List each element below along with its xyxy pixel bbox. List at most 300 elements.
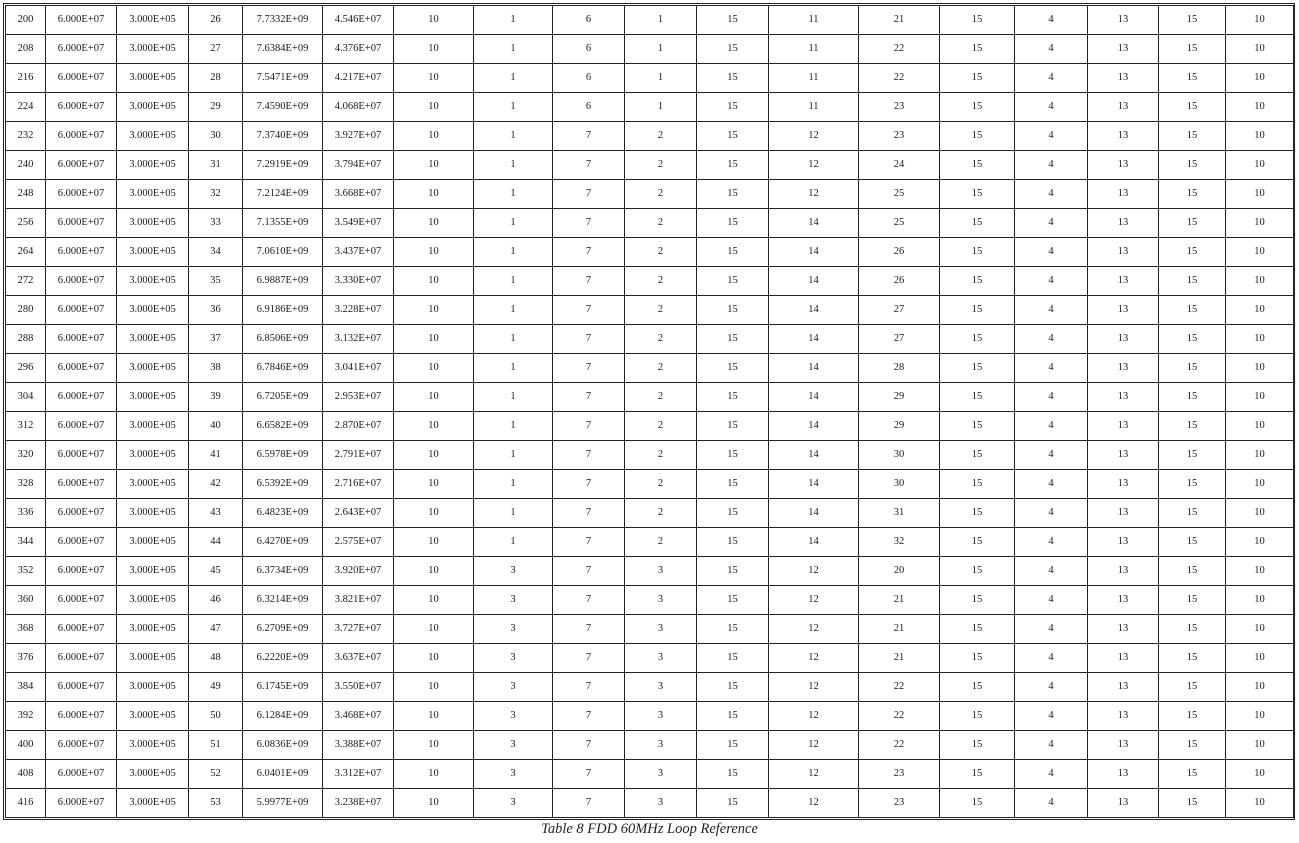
table-cell: 2.870E+07 <box>323 412 394 441</box>
table-cell: 3.330E+07 <box>323 267 394 296</box>
table-cell: 21 <box>859 615 940 644</box>
table-cell: 7 <box>553 615 625 644</box>
table-cell: 15 <box>1159 325 1226 354</box>
table-cell: 10 <box>394 586 474 615</box>
table-cell: 3 <box>625 760 697 789</box>
table-cell: 7 <box>553 731 625 760</box>
table-cell: 13 <box>1088 325 1159 354</box>
table-cell: 15 <box>697 615 769 644</box>
table-cell: 4 <box>1015 6 1088 35</box>
table-cell: 24 <box>859 151 940 180</box>
table-cell: 6.000E+07 <box>46 644 117 673</box>
table-cell: 4 <box>1015 470 1088 499</box>
table-cell: 15 <box>1159 209 1226 238</box>
table-cell: 7.6384E+09 <box>243 35 323 64</box>
table-cell: 10 <box>1226 180 1294 209</box>
table-cell: 296 <box>6 354 46 383</box>
table-cell: 7 <box>553 644 625 673</box>
table-cell: 15 <box>940 789 1015 818</box>
table-cell: 26 <box>189 6 243 35</box>
table-cell: 216 <box>6 64 46 93</box>
table-cell: 4 <box>1015 557 1088 586</box>
table-cell: 7.2919E+09 <box>243 151 323 180</box>
table-cell: 3 <box>474 702 553 731</box>
table-cell: 6.000E+07 <box>46 470 117 499</box>
table-cell: 14 <box>769 441 859 470</box>
table-cell: 11 <box>769 64 859 93</box>
table-cell: 6.000E+07 <box>46 499 117 528</box>
table-cell: 3.000E+05 <box>117 644 189 673</box>
table-cell: 52 <box>189 760 243 789</box>
table-cell: 15 <box>697 702 769 731</box>
table-cell: 3.821E+07 <box>323 586 394 615</box>
table-cell: 14 <box>769 499 859 528</box>
table-row <box>6 557 1294 586</box>
table-cell: 3.041E+07 <box>323 354 394 383</box>
table-cell: 22 <box>859 731 940 760</box>
table-cell: 6 <box>553 64 625 93</box>
table-cell: 13 <box>1088 731 1159 760</box>
table-cell: 3.000E+05 <box>117 673 189 702</box>
table-cell: 3.000E+05 <box>117 528 189 557</box>
table-cell: 10 <box>394 325 474 354</box>
table-cell: 30 <box>859 441 940 470</box>
table-cell: 13 <box>1088 760 1159 789</box>
table-cell: 2 <box>625 267 697 296</box>
table-cell: 408 <box>6 760 46 789</box>
table-cell: 44 <box>189 528 243 557</box>
table-cell: 15 <box>697 93 769 122</box>
table-cell: 12 <box>769 122 859 151</box>
table-cell: 15 <box>697 412 769 441</box>
table-cell: 15 <box>940 93 1015 122</box>
table-cell: 1 <box>474 325 553 354</box>
table-cell: 15 <box>940 122 1015 151</box>
table-frame <box>3 3 1295 820</box>
table-cell: 1 <box>474 93 553 122</box>
table-cell: 10 <box>394 760 474 789</box>
table-row <box>6 470 1294 499</box>
table-cell: 13 <box>1088 383 1159 412</box>
table-row <box>6 615 1294 644</box>
table-cell: 15 <box>697 64 769 93</box>
table-row <box>6 673 1294 702</box>
table-cell: 10 <box>394 180 474 209</box>
table-cell: 384 <box>6 673 46 702</box>
table-cell: 14 <box>769 209 859 238</box>
table-body <box>6 6 1294 818</box>
table-cell: 15 <box>940 441 1015 470</box>
table-row <box>6 35 1294 64</box>
table-cell: 10 <box>394 122 474 151</box>
table-cell: 232 <box>6 122 46 151</box>
table-cell: 6.000E+07 <box>46 673 117 702</box>
table-cell: 1 <box>474 64 553 93</box>
table-cell: 7 <box>553 702 625 731</box>
table-cell: 15 <box>697 789 769 818</box>
table-cell: 15 <box>697 470 769 499</box>
table-cell: 3 <box>625 586 697 615</box>
table-cell: 4 <box>1015 673 1088 702</box>
table-cell: 7 <box>553 673 625 702</box>
table-cell: 4 <box>1015 267 1088 296</box>
table-cell: 3 <box>625 702 697 731</box>
table-cell: 15 <box>697 499 769 528</box>
table-cell: 3.388E+07 <box>323 731 394 760</box>
table-cell: 280 <box>6 296 46 325</box>
table-cell: 10 <box>1226 644 1294 673</box>
table-row <box>6 64 1294 93</box>
table-cell: 3.000E+05 <box>117 441 189 470</box>
table-cell: 50 <box>189 702 243 731</box>
table-cell: 6.8506E+09 <box>243 325 323 354</box>
table-cell: 6.1284E+09 <box>243 702 323 731</box>
table-cell: 15 <box>940 731 1015 760</box>
table-cell: 2 <box>625 528 697 557</box>
table-cell: 10 <box>394 6 474 35</box>
table-cell: 15 <box>940 296 1015 325</box>
table-cell: 29 <box>859 412 940 441</box>
table-cell: 10 <box>1226 470 1294 499</box>
table-cell: 13 <box>1088 586 1159 615</box>
table-cell: 1 <box>474 267 553 296</box>
table-cell: 13 <box>1088 615 1159 644</box>
table-cell: 6.9887E+09 <box>243 267 323 296</box>
table-cell: 368 <box>6 615 46 644</box>
table-cell: 400 <box>6 731 46 760</box>
table-cell: 10 <box>1226 731 1294 760</box>
table-cell: 10 <box>1226 64 1294 93</box>
table-cell: 11 <box>769 35 859 64</box>
table-cell: 6.000E+07 <box>46 528 117 557</box>
table-cell: 328 <box>6 470 46 499</box>
table-cell: 7 <box>553 499 625 528</box>
table-row <box>6 383 1294 412</box>
table-cell: 7.5471E+09 <box>243 64 323 93</box>
table-cell: 6.000E+07 <box>46 789 117 818</box>
table-cell: 15 <box>697 557 769 586</box>
table-cell: 4 <box>1015 760 1088 789</box>
table-cell: 15 <box>697 383 769 412</box>
table-cell: 6.000E+07 <box>46 731 117 760</box>
table-cell: 4 <box>1015 731 1088 760</box>
table-cell: 22 <box>859 702 940 731</box>
table-cell: 7.3740E+09 <box>243 122 323 151</box>
table-cell: 10 <box>394 296 474 325</box>
table-cell: 14 <box>769 412 859 441</box>
table-cell: 15 <box>1159 528 1226 557</box>
table-cell: 6.7846E+09 <box>243 354 323 383</box>
table-cell: 4 <box>1015 180 1088 209</box>
table-row <box>6 412 1294 441</box>
table-cell: 15 <box>940 6 1015 35</box>
table-cell: 3.000E+05 <box>117 586 189 615</box>
table-cell: 1 <box>474 412 553 441</box>
table-cell: 27 <box>859 296 940 325</box>
table-cell: 4 <box>1015 789 1088 818</box>
table-cell: 3.000E+05 <box>117 238 189 267</box>
table-cell: 40 <box>189 412 243 441</box>
table-row <box>6 238 1294 267</box>
table-cell: 336 <box>6 499 46 528</box>
table-cell: 31 <box>189 151 243 180</box>
table-cell: 15 <box>1159 93 1226 122</box>
table-row <box>6 644 1294 673</box>
table-cell: 3.637E+07 <box>323 644 394 673</box>
table-cell: 14 <box>769 383 859 412</box>
table-cell: 3 <box>474 586 553 615</box>
table-cell: 4 <box>1015 64 1088 93</box>
table-cell: 6.000E+07 <box>46 441 117 470</box>
table-cell: 27 <box>859 325 940 354</box>
table-cell: 2 <box>625 209 697 238</box>
table-cell: 10 <box>394 238 474 267</box>
table-cell: 14 <box>769 470 859 499</box>
table-cell: 312 <box>6 412 46 441</box>
table-cell: 15 <box>940 35 1015 64</box>
table-cell: 15 <box>940 238 1015 267</box>
table-cell: 15 <box>940 499 1015 528</box>
table-cell: 4 <box>1015 499 1088 528</box>
table-cell: 2 <box>625 412 697 441</box>
table-cell: 53 <box>189 789 243 818</box>
table-cell: 49 <box>189 673 243 702</box>
table-cell: 15 <box>697 760 769 789</box>
table-cell: 6.000E+07 <box>46 615 117 644</box>
table-cell: 15 <box>697 35 769 64</box>
table-cell: 1 <box>474 151 553 180</box>
table-cell: 7 <box>553 528 625 557</box>
table-cell: 10 <box>1226 122 1294 151</box>
table-cell: 10 <box>1226 238 1294 267</box>
table-cell: 3 <box>625 789 697 818</box>
table-cell: 2 <box>625 180 697 209</box>
table-cell: 7.4590E+09 <box>243 93 323 122</box>
table-cell: 3.000E+05 <box>117 557 189 586</box>
table-row <box>6 267 1294 296</box>
table-cell: 10 <box>394 470 474 499</box>
table-cell: 4 <box>1015 209 1088 238</box>
table-cell: 3.000E+05 <box>117 789 189 818</box>
table-cell: 1 <box>474 35 553 64</box>
table-cell: 1 <box>474 296 553 325</box>
table-cell: 15 <box>1159 151 1226 180</box>
table-cell: 10 <box>1226 325 1294 354</box>
table-cell: 2 <box>625 238 697 267</box>
table-cell: 15 <box>697 151 769 180</box>
table-cell: 6.0401E+09 <box>243 760 323 789</box>
table-cell: 32 <box>859 528 940 557</box>
table-cell: 10 <box>1226 296 1294 325</box>
table-cell: 15 <box>1159 35 1226 64</box>
table-cell: 6.000E+07 <box>46 557 117 586</box>
table-cell: 376 <box>6 644 46 673</box>
table-cell: 10 <box>394 644 474 673</box>
table-cell: 10 <box>394 702 474 731</box>
table-cell: 10 <box>394 267 474 296</box>
table-cell: 15 <box>697 673 769 702</box>
table-cell: 2 <box>625 122 697 151</box>
table-cell: 15 <box>697 325 769 354</box>
table-cell: 10 <box>394 731 474 760</box>
table-cell: 3.000E+05 <box>117 760 189 789</box>
table-cell: 15 <box>940 209 1015 238</box>
table-row <box>6 731 1294 760</box>
table-cell: 3.000E+05 <box>117 470 189 499</box>
table-cell: 51 <box>189 731 243 760</box>
table-cell: 6.000E+07 <box>46 122 117 151</box>
table-cell: 3.437E+07 <box>323 238 394 267</box>
table-cell: 6.5392E+09 <box>243 470 323 499</box>
table-cell: 12 <box>769 731 859 760</box>
table-cell: 13 <box>1088 238 1159 267</box>
table-cell: 6.5978E+09 <box>243 441 323 470</box>
table-cell: 1 <box>474 180 553 209</box>
table-cell: 3.000E+05 <box>117 325 189 354</box>
table-cell: 6.3214E+09 <box>243 586 323 615</box>
table-cell: 4 <box>1015 93 1088 122</box>
table-cell: 6.000E+07 <box>46 151 117 180</box>
table-cell: 10 <box>1226 499 1294 528</box>
table-cell: 12 <box>769 789 859 818</box>
table-cell: 12 <box>769 760 859 789</box>
table-cell: 10 <box>394 615 474 644</box>
table-cell: 6.4270E+09 <box>243 528 323 557</box>
table-cell: 3.549E+07 <box>323 209 394 238</box>
table-cell: 3 <box>625 673 697 702</box>
table-cell: 13 <box>1088 122 1159 151</box>
table-cell: 15 <box>940 528 1015 557</box>
table-cell: 12 <box>769 180 859 209</box>
table-cell: 3.000E+05 <box>117 499 189 528</box>
table-cell: 2 <box>625 499 697 528</box>
table-cell: 10 <box>1226 615 1294 644</box>
table-cell: 15 <box>697 528 769 557</box>
loop-reference-table <box>5 5 1294 818</box>
table-cell: 30 <box>859 470 940 499</box>
table-cell: 392 <box>6 702 46 731</box>
table-cell: 10 <box>394 383 474 412</box>
table-cell: 7.0610E+09 <box>243 238 323 267</box>
table-cell: 7.2124E+09 <box>243 180 323 209</box>
table-cell: 15 <box>697 354 769 383</box>
table-cell: 3.312E+07 <box>323 760 394 789</box>
table-cell: 13 <box>1088 470 1159 499</box>
table-cell: 6.000E+07 <box>46 180 117 209</box>
table-cell: 29 <box>189 93 243 122</box>
table-cell: 7 <box>553 238 625 267</box>
table-cell: 4 <box>1015 35 1088 64</box>
table-cell: 31 <box>859 499 940 528</box>
table-cell: 10 <box>1226 412 1294 441</box>
table-cell: 2 <box>625 325 697 354</box>
table-cell: 13 <box>1088 209 1159 238</box>
table-cell: 3 <box>625 615 697 644</box>
table-cell: 4 <box>1015 441 1088 470</box>
table-cell: 3.468E+07 <box>323 702 394 731</box>
table-cell: 3.668E+07 <box>323 180 394 209</box>
table-cell: 3 <box>625 644 697 673</box>
table-cell: 13 <box>1088 35 1159 64</box>
table-cell: 15 <box>1159 470 1226 499</box>
table-cell: 2.791E+07 <box>323 441 394 470</box>
table-cell: 6.000E+07 <box>46 93 117 122</box>
table-row <box>6 499 1294 528</box>
table-cell: 26 <box>859 238 940 267</box>
table-cell: 13 <box>1088 180 1159 209</box>
table-cell: 15 <box>940 586 1015 615</box>
table-cell: 12 <box>769 615 859 644</box>
table-cell: 13 <box>1088 702 1159 731</box>
table-cell: 13 <box>1088 644 1159 673</box>
table-cell: 3 <box>474 615 553 644</box>
table-cell: 6.000E+07 <box>46 64 117 93</box>
table-cell: 7 <box>553 209 625 238</box>
table-cell: 45 <box>189 557 243 586</box>
table-cell: 13 <box>1088 354 1159 383</box>
table-cell: 15 <box>940 644 1015 673</box>
table-cell: 35 <box>189 267 243 296</box>
table-cell: 10 <box>394 64 474 93</box>
table-cell: 7 <box>553 789 625 818</box>
table-cell: 208 <box>6 35 46 64</box>
table-cell: 12 <box>769 586 859 615</box>
table-cell: 15 <box>697 731 769 760</box>
table-cell: 37 <box>189 325 243 354</box>
table-cell: 15 <box>940 383 1015 412</box>
table-cell: 15 <box>697 122 769 151</box>
table-cell: 10 <box>394 93 474 122</box>
table-cell: 15 <box>697 6 769 35</box>
table-cell: 48 <box>189 644 243 673</box>
table-row <box>6 528 1294 557</box>
table-cell: 15 <box>940 64 1015 93</box>
table-cell: 1 <box>474 383 553 412</box>
table-cell: 10 <box>1226 673 1294 702</box>
table-cell: 1 <box>474 238 553 267</box>
table-cell: 42 <box>189 470 243 499</box>
table-cell: 12 <box>769 151 859 180</box>
table-row <box>6 122 1294 151</box>
table-cell: 6.6582E+09 <box>243 412 323 441</box>
table-cell: 7 <box>553 557 625 586</box>
table-cell: 15 <box>697 267 769 296</box>
table-cell: 3.927E+07 <box>323 122 394 151</box>
table-cell: 15 <box>1159 238 1226 267</box>
table-cell: 3.000E+05 <box>117 731 189 760</box>
table-cell: 2.643E+07 <box>323 499 394 528</box>
table-cell: 1 <box>474 209 553 238</box>
table-cell: 4 <box>1015 615 1088 644</box>
table-cell: 3 <box>474 673 553 702</box>
table-cell: 32 <box>189 180 243 209</box>
table-cell: 6.000E+07 <box>46 702 117 731</box>
table-cell: 6.000E+07 <box>46 6 117 35</box>
table-cell: 15 <box>697 586 769 615</box>
table-cell: 13 <box>1088 789 1159 818</box>
table-cell: 7 <box>553 180 625 209</box>
table-cell: 6.7205E+09 <box>243 383 323 412</box>
table-cell: 344 <box>6 528 46 557</box>
table-cell: 3.727E+07 <box>323 615 394 644</box>
table-cell: 15 <box>940 673 1015 702</box>
table-cell: 6.000E+07 <box>46 354 117 383</box>
table-cell: 4.068E+07 <box>323 93 394 122</box>
table-cell: 47 <box>189 615 243 644</box>
table-cell: 4 <box>1015 296 1088 325</box>
table-cell: 22 <box>859 64 940 93</box>
table-cell: 6.000E+07 <box>46 383 117 412</box>
